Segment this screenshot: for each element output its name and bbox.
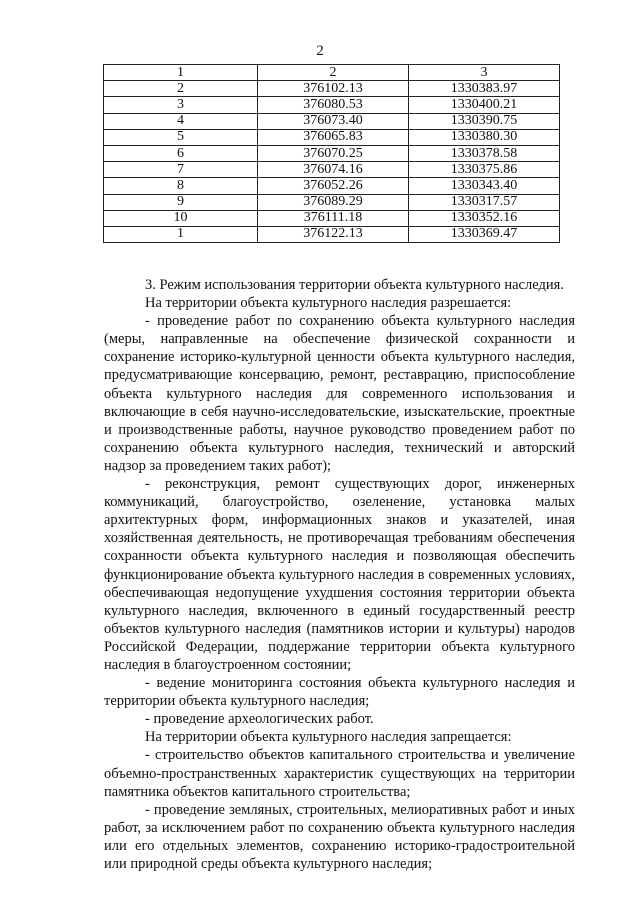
y-coordinate-cell: 1330380.30 bbox=[409, 129, 560, 145]
table-row bbox=[104, 178, 560, 194]
y-coordinate-cell: 1330343.40 bbox=[409, 178, 560, 194]
table-row bbox=[104, 145, 560, 161]
table-row bbox=[104, 97, 560, 113]
table-row bbox=[104, 226, 560, 242]
header-cell: 1 bbox=[104, 65, 258, 81]
point-number-cell: 2 bbox=[104, 81, 258, 97]
x-coordinate-cell: 376074.16 bbox=[258, 162, 409, 178]
point-number-cell: 4 bbox=[104, 113, 258, 129]
y-coordinate-cell: 1330378.58 bbox=[409, 145, 560, 161]
x-coordinate-cell: 376089.29 bbox=[258, 194, 409, 210]
permitted-item: - проведение археологических работ. bbox=[145, 711, 374, 728]
point-number-cell: 1 bbox=[104, 226, 258, 242]
y-coordinate-cell: 1330400.21 bbox=[409, 97, 560, 113]
y-coordinate-cell: 1330375.86 bbox=[409, 162, 560, 178]
table-row bbox=[104, 162, 560, 178]
table-row bbox=[104, 194, 560, 210]
point-number-cell: 9 bbox=[104, 194, 258, 210]
point-number-cell: 7 bbox=[104, 162, 258, 178]
document-body bbox=[104, 276, 575, 873]
y-coordinate-cell: 1330383.97 bbox=[409, 81, 560, 97]
y-coordinate-cell: 1330369.47 bbox=[409, 226, 560, 242]
prohibited-intro: На территории объекта культурного наследия запрещается: bbox=[145, 729, 512, 746]
table-header-row bbox=[104, 65, 560, 81]
x-coordinate-cell: 376073.40 bbox=[258, 113, 409, 129]
permitted-item: - проведение работ по сохранению объекта культурного наследия (меры, направленные на обеспечение физической сохранности и сохранение историко-культурной ценности объекта культурного наследия, предусматривающие консервацию, ремонт, реставрацию, приспособление объекта культурного наследия для современного использования и включающие в себя научно-исследовательские, изыскательские, проектные и производственные работы, научное руководство проведением работ по сохранению объекта культурного наследия, технический и авторский надзор за проведением таких работ); bbox=[104, 313, 575, 474]
y-coordinate-cell: 1330390.75 bbox=[409, 113, 560, 129]
page-number: 2 bbox=[316, 43, 324, 59]
y-coordinate-cell: 1330317.57 bbox=[409, 194, 560, 210]
prohibited-item: - строительство объектов капитального строительства и увеличение объемно-пространственных характеристик существующих на территории памятника объектов капитального строительства; bbox=[104, 747, 575, 800]
prohibited-item: - проведение земляных, строительных, мелиоративных работ и иных работ, за исключением работ по сохранению объекта культурного наследия или его отдельных элементов, сохранению историко-градостроительной или природной среды объекта культурного наследия; bbox=[104, 801, 575, 872]
point-number-cell: 3 bbox=[104, 97, 258, 113]
permitted-item: - ведение мониторинга состояния объекта культурного наследия и территории объекта культурного наследия; bbox=[104, 675, 575, 710]
point-number-cell: 5 bbox=[104, 129, 258, 145]
header-cell: 3 bbox=[409, 65, 560, 81]
x-coordinate-cell: 376070.25 bbox=[258, 145, 409, 161]
section-heading: 3. Режим использования территории объекта культурного наследия. bbox=[145, 277, 564, 293]
point-number-cell: 10 bbox=[104, 210, 258, 226]
table-row bbox=[104, 113, 560, 129]
point-number-cell: 8 bbox=[104, 178, 258, 194]
y-coordinate-cell: 1330352.16 bbox=[409, 210, 560, 226]
x-coordinate-cell: 376122.13 bbox=[258, 226, 409, 242]
x-coordinate-cell: 376065.83 bbox=[258, 129, 409, 145]
permitted-item: - реконструкция, ремонт существующих дорог, инженерных коммуникаций, благоустройство, озеленение, установка малых архитектурных форм, информационных знаков и указателей, иная хозяйственная деятельность, не противоречащая требованиям обеспечения сохранности объекта культурного наследия и позволяющая обеспечить функционирование объекта культурного наследия в современных условиях, обеспечивающая недопущение ухудшения состояния территории объекта культурного наследия, включенного в единый государственный реестр объектов культурного наследия (памятников истории и культуры) народов Российской Федерации, поддержание территории объекта культурного наследия в благоустроенном состоянии; bbox=[104, 476, 575, 673]
coordinates-table bbox=[103, 64, 560, 243]
point-number-cell: 6 bbox=[104, 145, 258, 161]
x-coordinate-cell: 376052.26 bbox=[258, 178, 409, 194]
x-coordinate-cell: 376080.53 bbox=[258, 97, 409, 113]
x-coordinate-cell: 376102.13 bbox=[258, 81, 409, 97]
table-row bbox=[104, 210, 560, 226]
header-cell: 2 bbox=[258, 65, 409, 81]
table-row bbox=[104, 81, 560, 97]
table-row bbox=[104, 129, 560, 145]
permitted-intro: На территории объекта культурного наследия разрешается: bbox=[145, 295, 512, 312]
x-coordinate-cell: 376111.18 bbox=[258, 210, 409, 226]
